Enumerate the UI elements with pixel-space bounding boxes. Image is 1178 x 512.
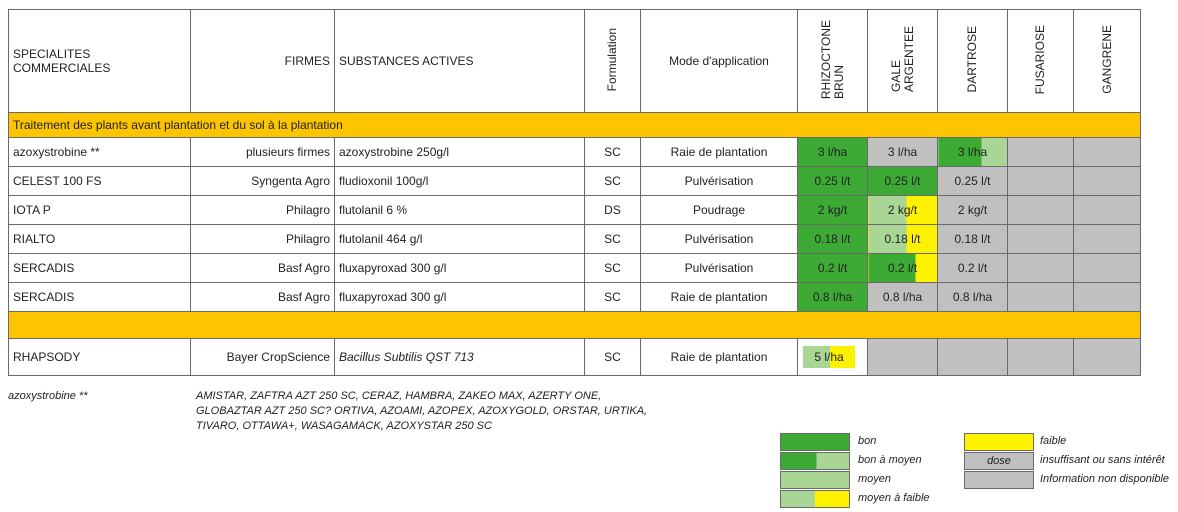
cell-firme: Basf Agro — [191, 283, 335, 312]
legend-swatch-faible — [964, 433, 1034, 451]
cell-firme: Philagro — [191, 196, 335, 225]
cell-gale: 0.18 l/t — [868, 225, 938, 254]
cell-firme: Basf Agro — [191, 254, 335, 283]
cell-specialite: CELEST 100 FS — [9, 167, 191, 196]
table-row — [9, 254, 1141, 283]
cell-gangrene — [1074, 167, 1141, 196]
header-rhizoctone-line2: BRUN — [831, 65, 846, 100]
legend-swatch-insuffisant: dose — [964, 452, 1034, 470]
cell-dartrose: 3 l/ha — [938, 138, 1008, 167]
cell-substance: azoxystrobine 250g/l — [335, 138, 585, 167]
cell-substance: Bacillus Subtilis QST 713 — [335, 339, 585, 376]
cell-substance: fluxapyroxad 300 g/l — [335, 283, 585, 312]
cell-gangrene — [1074, 283, 1141, 312]
cell-gale: 3 l/ha — [868, 138, 938, 167]
cell-fusariose — [1008, 283, 1074, 312]
cell-firme: Syngenta Agro — [191, 167, 335, 196]
cell-formulation: SC — [585, 339, 641, 376]
cell-fusariose — [1008, 138, 1074, 167]
header-row — [9, 10, 1141, 113]
cell-firme: Philagro — [191, 225, 335, 254]
cell-gale: 0.25 l/t — [868, 167, 938, 196]
cell-fusariose — [1008, 196, 1074, 225]
cell-fusariose — [1008, 225, 1074, 254]
cell-substance: flutolanil 6 % — [335, 196, 585, 225]
cell-specialite: SERCADIS — [9, 283, 191, 312]
cell-gangrene — [1074, 138, 1141, 167]
legend-swatch-bon-moyen — [780, 452, 850, 470]
cell-dartrose: 0.25 l/t — [938, 167, 1008, 196]
header-rhizoctone-line1: RHIZOCTONE — [818, 19, 833, 100]
cell-formulation: SC — [585, 225, 641, 254]
footnote-line1: AMISTAR, ZAFTRA AZT 250 SC, CERAZ, HAMBRA, ZAKEO MAX, AZERTY ONE, — [196, 390, 602, 402]
header-firmes: FIRMES — [191, 10, 335, 113]
cell-mode: Poudrage — [641, 196, 798, 225]
cell-formulation: SC — [585, 283, 641, 312]
cell-rhizoctone: 2 kg/t — [798, 196, 868, 225]
cell-fusariose — [1008, 254, 1074, 283]
cell-dartrose: 0.18 l/t — [938, 225, 1008, 254]
cell-dartrose: 0.8 l/ha — [938, 283, 1008, 312]
table-row — [9, 225, 1141, 254]
cell-formulation: SC — [585, 167, 641, 196]
header-fusariose-text: FUSARIOSE — [1033, 24, 1047, 95]
cell-gale: 2 kg/t — [868, 196, 938, 225]
footnote-label: azoxystrobine ** — [8, 390, 88, 402]
header-gale — [868, 10, 938, 113]
cell-rhizoctone: 0.8 l/ha — [798, 283, 868, 312]
cell-gale: 0.2 l/t — [868, 254, 938, 283]
table-row — [9, 283, 1141, 312]
legend-swatch-non-disponible — [964, 471, 1034, 489]
cell-mode: Pulvérisation — [641, 225, 798, 254]
cell-specialite: azoxystrobine ** — [9, 138, 191, 167]
cell-rhizoctone: 3 l/ha — [798, 138, 868, 167]
cell-rhizoctone: 0.18 l/t — [798, 225, 868, 254]
cell-substance: fluxapyroxad 300 g/l — [335, 254, 585, 283]
section-spacer-row — [9, 312, 1141, 339]
cell-mode: Pulvérisation — [641, 254, 798, 283]
legend-swatch-bon — [780, 433, 850, 451]
footnote-line3: TIVARO, OTTAWA+, WASAGAMACK, AZOXYSTAR 250 SC — [196, 420, 492, 432]
table-row — [9, 167, 1141, 196]
cell-specialite: RHAPSODY — [9, 339, 191, 376]
cell-gangrene — [1074, 339, 1141, 376]
cell-rhizoctone: 0.25 l/t — [798, 167, 868, 196]
cell-substance: flutolanil 464 g/l — [335, 225, 585, 254]
header-fusariose — [1008, 10, 1074, 113]
cell-specialite: SERCADIS — [9, 254, 191, 283]
cell-gangrene — [1074, 254, 1141, 283]
legend-swatch-moyen — [780, 471, 850, 489]
cell-gangrene — [1074, 196, 1141, 225]
cell-gale — [868, 339, 938, 376]
cell-mode: Raie de plantation — [641, 138, 798, 167]
header-mode: Mode d'application — [641, 10, 798, 113]
header-rhizoctone — [798, 10, 868, 113]
cell-mode: Pulvérisation — [641, 167, 798, 196]
legend-label-insuffisant: insuffisant ou sans intérêt — [1040, 454, 1165, 466]
rhizoctone-value: 5 l/ha — [803, 346, 855, 368]
cell-specialite: RIALTO — [9, 225, 191, 254]
cell-firme: Bayer CropScience — [191, 339, 335, 376]
cell-dartrose: 0.2 l/t — [938, 254, 1008, 283]
cell-fusariose — [1008, 339, 1074, 376]
cell-fusariose — [1008, 167, 1074, 196]
header-dartrose-text: DARTROSE — [965, 26, 979, 93]
section-row — [9, 113, 1141, 138]
cell-gale: 0.8 l/ha — [868, 283, 938, 312]
cell-formulation: SC — [585, 254, 641, 283]
cell-mode: Raie de plantation — [641, 283, 798, 312]
legend-swatch-moyen-faible — [780, 490, 850, 508]
header-gangrene — [1074, 10, 1141, 113]
section-spacer — [9, 312, 1141, 339]
legend-label-non-disponible: Information non disponible — [1040, 473, 1170, 485]
table-row — [9, 196, 1141, 225]
table-row — [9, 138, 1141, 167]
header-substances: SUBSTANCES ACTIVES — [335, 10, 585, 113]
cell-substance: fludioxonil 100g/l — [335, 167, 585, 196]
legend-label-moyen: moyen — [858, 473, 892, 485]
header-specialites: SPECIALITES COMMERCIALES — [9, 10, 191, 113]
legend-label-bon: bon — [858, 435, 877, 447]
cell-gangrene — [1074, 225, 1141, 254]
cell-dartrose: 2 kg/t — [938, 196, 1008, 225]
cell-formulation: DS — [585, 196, 641, 225]
cell-rhizoctone: 0.2 l/t — [798, 254, 868, 283]
header-gale-line1: GALE — [888, 60, 903, 93]
header-formulation-text: Formulation — [605, 27, 619, 92]
header-gangrene-text: GANGRENE — [1099, 25, 1114, 94]
header-gale-line2: ARGENTEE — [901, 26, 916, 93]
section-title: Traitement des plants avant plantation et du sol à la plantation — [9, 113, 1141, 138]
cell-specialite: IOTA P — [9, 196, 191, 225]
treatment-table — [8, 9, 1141, 376]
cell-firme: plusieurs firmes — [191, 138, 335, 167]
cell-mode: Raie de plantation — [641, 339, 798, 376]
cell-formulation: SC — [585, 138, 641, 167]
header-formulation — [585, 10, 641, 113]
table-row — [9, 339, 1141, 376]
header-dartrose — [938, 10, 1008, 113]
legend-label-moyen-faible: moyen à faible — [858, 492, 930, 504]
cell-dartrose — [938, 339, 1008, 376]
legend-label-faible: faible — [1040, 435, 1067, 447]
legend-label-bon-moyen: bon à moyen — [858, 454, 922, 466]
footnote-line2: GLOBAZTAR AZT 250 SC? ORTIVA, AZOAMI, AZOPEX, AZOXYGOLD, ORSTAR, URTIKA, — [196, 405, 648, 417]
cell-rhizoctone — [798, 339, 868, 376]
